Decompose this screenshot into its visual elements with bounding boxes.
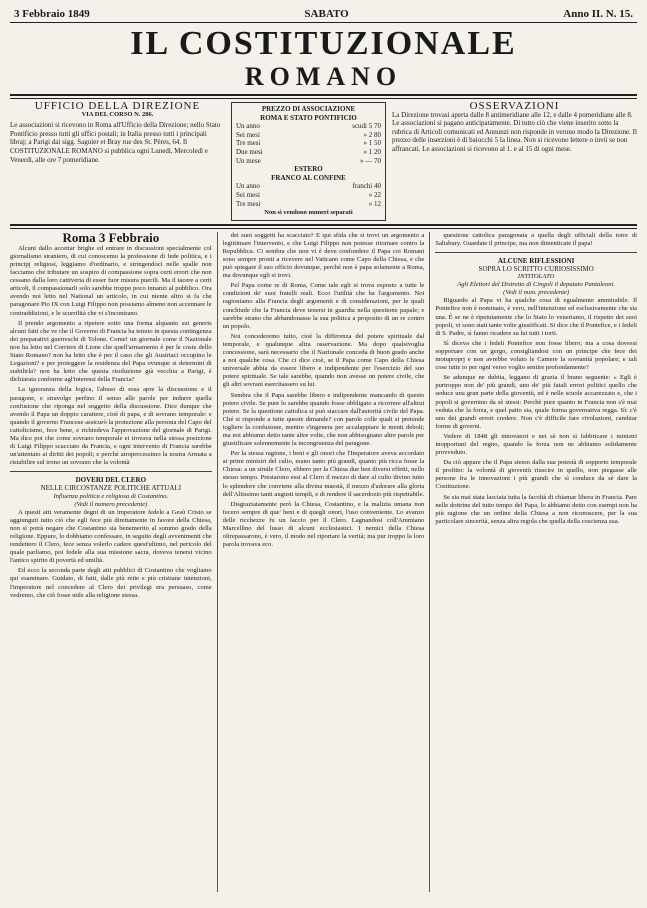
- price-label: Tre mesi: [236, 199, 261, 208]
- masthead-title: IL COSTITUZIONALE: [130, 25, 517, 62]
- article-columns: [10, 232, 637, 892]
- price-label: Un anno: [236, 182, 260, 191]
- article-divider: [10, 471, 212, 472]
- direzione-box: [10, 102, 225, 221]
- paragraph: Sì diceva che i fedeli Pontefice non fosse libero; ma a cosa dovessi sopportare con un gergo, consigliandosi con un principe che fece dei motuproprj e non avrebbe voluto le Camere la sovranità popolare; e tali cose tutte io per ogni verso voglio sentire profondamente?: [435, 339, 637, 372]
- estero-rows: [236, 182, 381, 208]
- price-row: [236, 139, 381, 148]
- masthead: [10, 25, 637, 91]
- paragraph: Sembra che il Papa sarebbe libero e indipendente mancando di questo potere civile. Se pure lo sarebbe quando fosse obbligato a ricorrere all'altrui potere. Se la questione cattolica si può staccare dall'autorità civile del Papa. Ché si risponde a tutte queste dimande? con parole colle quali si pretende togliere la confusione, mentre s'ingenera per accalappiare le menti deboli; ma noi abbiamo detto tante altre volte, che non abbisognano altre parole per giustificare solennemente la incongruenza del paragone.: [222, 391, 425, 448]
- paragraph: Se adunque ne dubita, leggano di grazia il brano seguente: « Egli è purtroppo non de' più grandi, uno de' più fatali errori politici quello che seduce una gran parte della gioventù, ed è nelle scuole accarezzato e, che i popoli si governino da sè stessi: Perchè pure quanto in Francia non s'è mai veduta che la forza, e quel patto sia, quale forma governativa regga. Sì: c'è uno dei grandi errori credere. Non c'è difficile fare rivoluzioni, cambiar forme di governi.: [435, 374, 637, 430]
- direzione-address: VIA DEL CORSO N. 286.: [81, 110, 154, 118]
- price-value: » 1 50: [363, 139, 381, 148]
- price-row: [236, 148, 381, 157]
- column-1: [10, 232, 212, 892]
- column-2-paragraphs: [223, 232, 425, 550]
- price-row: [236, 182, 381, 191]
- paragraph: Se sia mai stata lasciata tutta la facoltà di chiamar libera in Francia. Pare nelle dottrine del tutto tempo del Papa, lo abbiamo detto con esempi non ha più ragione che un ordine della Chiesa a non riconoscere, per la sua particolare sincerità, senza altra regola che quella della coscienza sua.: [435, 493, 637, 525]
- paragraph: dei suoi soggetti ha scacciato? E qui sfida che si trovi un argomento a legittimare l'intervento, e che Luigi Filippo non potesse ritornare contro la Repubblica. Ci sembra che non vi è deve confondere il Papa coi Romani sono sempre pronti a ricevere nel Vaticano come Capo della Chiesa, e che può spiegare il suo officio dovunque, perchè non è papa solamente a Roma, ma dovunque egli si trovi.: [222, 231, 425, 280]
- price-row: [236, 122, 381, 131]
- riflessioni-italic: Agli Elettori del Distretto di Cingoli il deputato Pantaleoni.: [457, 281, 616, 289]
- price-value: franchi 40: [352, 182, 381, 191]
- paragraph: Alcuni dallo accettar brighe ed entrare in discussioni specialmente col giornalismo straniero, di cui conoscemo la professione di fede politica, e i principj religiosi, leggiamo d'ordinario, e stringendoci nelle spalle non facciamo che tributare un sospiro di compassione sopra certi errori che non cessano dalla loro cattiveria di esser fuor misura puerili. Ma il tacere a certi articoli, il compassionarli solo sarebbe troppo poco innanzi al pubblico. Ora avendo noi letto nel National un articolo, in cui niente altro si fa che paragonare Pio IX con Luigi Filippo non possiamo almeno non accennare le contraddizioni, e le scurrilità che vi s'incontrano.: [10, 244, 212, 317]
- riflessioni-intitolato: INTITOLATO: [517, 273, 555, 281]
- column-separator: [429, 232, 430, 892]
- direzione-text: Le associazioni si ricevono in Roma all'Ufficio della Direzione; nello Stato Pontificio presso tutti gli uffici postali; in Italia presso tutti i principali libraj; a Parigi dai sigg. Saguier et Bray rue des St. Pères, 64. Il COSTITUZIONALE ROMANO si pubblica ogni Lunedì, Mercoledì e Venerdì, alle ore 7 pomeridiane.: [10, 121, 221, 164]
- price-value: » — 70: [360, 156, 381, 165]
- price-label: Sei mesi: [236, 190, 260, 199]
- price-row: [236, 131, 381, 140]
- price-value: » 2 80: [363, 130, 381, 139]
- column-3-paragraphs-2: [435, 297, 637, 526]
- weekday: SABATO: [304, 8, 349, 20]
- price-label: Tre mesi: [236, 139, 261, 148]
- newspaper-page: [10, 8, 637, 892]
- osservazioni-text: La Direzione trovasi aperta dalle 8 antimeridiane alle 12, e dalle 4 pomeridiane alle 8. Le associazioni si pagano anticipatamente. Di tutto ciò che viene inserito sotto la rubrica di Articoli comunicati ed Annunzi non risponde in veruno modo la Direzione. Il prezzo delle inserzioni è di baiocchi 5 la linea. Non si ricevono lettere o invii se non affrancati. Le associazioni si ricevono al 1. e al 15 di ogni mese.: [392, 110, 637, 153]
- masthead-rule: [10, 94, 637, 99]
- dateline: [10, 8, 637, 23]
- article-divider: [435, 252, 637, 253]
- riflessioni-subheading: SOPRA LO SCRITTO CURIOSISSIMO: [478, 265, 594, 273]
- price-label: Un anno: [236, 122, 260, 131]
- riflessioni-note: (Vedi il num. precedente): [503, 289, 570, 297]
- column-3: [435, 232, 637, 892]
- price-label: Un mese: [236, 156, 261, 165]
- estero-title: ESTERO: [294, 165, 323, 174]
- paragraph: Vedere di 1848 gli innovatori e nei sè non si fabbricare i ministri inopportuni del regno, quando la forza non ne abbiamo solidamente provveduto.: [435, 432, 637, 457]
- price-value: scudi 5 70: [352, 122, 381, 131]
- column-2: [223, 232, 425, 892]
- riflessioni-heading: ALCUNE RIFLESSIONI: [497, 256, 575, 265]
- doveri-italic: Influenza politica e religiosa di Costantino.: [53, 492, 169, 500]
- doveri-subheading: NELLE CIRCOSTANZE POLITICHE ATTUALI: [40, 484, 182, 493]
- estero-subtitle: FRANCO AL CONFINE: [271, 173, 346, 182]
- osservazioni-box: [392, 102, 637, 221]
- masthead-subtitle: ROMANO: [244, 62, 403, 91]
- issue-number: Anno II. N. 15.: [563, 8, 633, 20]
- paragraph: La ignoranza della logica, l'abuso di essa apre la discussione e il paragone, e stravolge perfino il senso alle parole per indurre quella confusione che riponga nel soggetto della discussione. Dice dunque che avendo il Papa un doppio carattere, cioè di papa, e di sovrano temporale: e quando il governo Francese assicurò la protezione alla persona del Capo del cattolicismo, fece bene, e richiedeva l'approvazione del giornale di Parigi. Ma dice poi che come sovrano temporale ei trovava nella stessa posizione di Luigi Filippo scacciato da Francia, e ogni intervento di Francia sarebbe un'attentato ai diritti dei popoli; e perchè atropercessimo la nostra Armata a ristabilire sul trono un sovrano che la volontà: [10, 386, 212, 467]
- info-strip: [10, 102, 637, 221]
- paragraph: Per la stessa ragione, i beni e gli onori che l'Imperatore aveva accordato ai primi ministri del culto, erano tanto più grandi, quanto più ricca fosse la Chiesa: a un simile Clero, ebbero per la Chiesa due ben diversi effetti, nello stesso tempo. Prestarono essi al Clero il mezzo di dare al culto divino tutto lo splendore che conviene alla divina maestà, il mezzo d'adorare alla gloria dell'Altissimo tanti augusti templi, e di rendere il sacerdozio più rispettabile.: [222, 450, 425, 498]
- paragraph: Pel Papa come re di Roma, Come tale egli si trova esposto a tutte le condizioni de' suoi fratelli reali. Ecco l'utilità che ha l'argomento. Noi ragioniamo alla Francia degli argomenti e di considerazioni, per le quali conchiude che la Francia deve tenersi in guardia nella questione papale; e sarebbe strano che abbandonasse la sua politica a proposito di un re contro un popolo.: [222, 282, 425, 330]
- prezzo-box: [231, 102, 386, 221]
- prezzo-note: Non si vendono numeri separati: [264, 209, 353, 217]
- price-value: » 1 20: [363, 147, 381, 156]
- doveri-heading: DOVERI DEL CLERO: [75, 476, 147, 485]
- paragraph: Ed ecco la seconda parte degli atti pubblici di Costantino che vogliamo qui esaminare. Guidato, di fatti, dalle più rette e più cristiane intenzioni, l'imperatore nel concedere al Clero dei privilegi era persuaso, come vedremo, che ciò fosse utile alla religione stessa.: [10, 567, 212, 599]
- paragraph: A questi atti veramente degni di un imperatore fedele a Gesù Cristo se aggiunguti tutto ciò che egli fece più direttamente in favore della Chiesa, non sì potrà negare che Costantino sia benemerito al sommo grado della religione. Eppure, lo dobbiamo confessare, in seguito degli avvenimenti che rendettero il Clero, fece senza volerlo cadere quest'ultimo, nel pericolo del quale parliamo, poi fedele alla sua missione sacra, doveva tenersi vicino l'antico spirito di povertà ed umiltà.: [10, 508, 212, 565]
- column-3-paragraphs: [435, 232, 637, 248]
- direzione-title: UFFICIO DELLA DIREZIONE: [34, 100, 201, 112]
- paragraph: questione cattolica paragonata a quella degli ufficiali della torre di Salisbury. Guardate il principe, ma non dimenticate il papa!: [435, 231, 637, 247]
- column-1-paragraphs-2: [10, 509, 212, 600]
- price-label: Sei mesi: [236, 130, 260, 139]
- date: 3 Febbraio 1849: [14, 8, 90, 20]
- prezzo-subtitle: ROMA E STATO PONTIFICIO: [260, 113, 357, 122]
- prezzo-title: PREZZO DI ASSOCIAZIONE: [261, 105, 356, 113]
- column-separator: [217, 232, 218, 892]
- price-row: [236, 200, 381, 209]
- price-label: Due mesi: [236, 147, 263, 156]
- osservazioni-title: OSSERVAZIONI: [469, 100, 560, 112]
- column-1-paragraphs: [10, 245, 212, 468]
- paragraph: Disgraziatamente però la Chiesa, Costantino, e la malizia umana non fecero sempre di que' beni e di quegli onori, l'uso conveniente. Lo avanzo delle ricchezze fu un laccio per il Clero. Lagnandosi coll'Ammiano Marcellino del lusso di alcuni ecclesiastici. I nemici della Chiesa oltrepassarono, è vero, il modo nel riportare la verità; ma pur troppo la loro parola trovava eco.: [222, 500, 425, 549]
- roma-heading: Roma 3 Febbraio: [62, 231, 160, 245]
- doveri-note: (Vedi il numero precedente): [74, 500, 148, 508]
- price-value: » 22: [368, 190, 381, 199]
- paragraph: Il prendo argomento a ripetere sotto una forma alquanto sui generis alcuni fatti che ve che il Governo di Francia ha tenuto in questa contingenza dei preparativi guerreschi di Tolone. Come! un giornale come il Nazionale non ha letto nel Corriere di Lione che quell'armamento è per le coste dello Stato Romano? non ha letto che è per il caso che gli Austriaci occupino le Legazioni? e per proteggere la residenza del Papa ovunque si determini di stabilirla? non ha letto che questa risoluzione già vecchia a Parigi, è dichiarata conforme agl'interessi della Francia?: [10, 319, 212, 384]
- paragraph: Da ciò appare che il Papa stesso dalla sua potestà di sopporto temporale il profitto: la volontà di gioventù riuscire in quello, non piegasse alle persone fra le innovazioni i più grandi che sì conduce da sè dare la Costituzione.: [435, 459, 637, 491]
- price-row: [236, 191, 381, 200]
- paragraph: Noi concederemo tutto, cioè la differenza del potere spirituale dal temporale, e qualunque altra osservazione. Ma dopo qualsivoglia concessione, sarà necessario che il Nazionale conceda di buon grado anche a noi qualche cosa. Che ci dice cioè, se il Papa come Capo della Chiesa universale abbia da essere libero e indipendente per l'esercizio del suo potere spirituale. Se tale sarebbe, quando non avesse un potere civile, che gli altri sovrani esercitassero su lui.: [222, 332, 425, 389]
- paragraph: Riguardo al Papa vi ha qualche cosa di egualmente ammirabile. Il Pontefice non è nominato, è vero, nell'intenzione ed esclusivamente che sia una. È se ne è ripetutamente che lo Stato lo veneriamo, il rispetto dei suoi popoli, vi sono stati tante volte giustificati. Si dice che il Pontefice, e i fedeli di S. Padre, sì fanno ricadere su lui tutti i torti.: [435, 297, 637, 337]
- price-value: » 12: [368, 199, 381, 208]
- info-rule: [10, 224, 637, 229]
- prezzo-rows: [236, 122, 381, 165]
- price-row: [236, 157, 381, 166]
